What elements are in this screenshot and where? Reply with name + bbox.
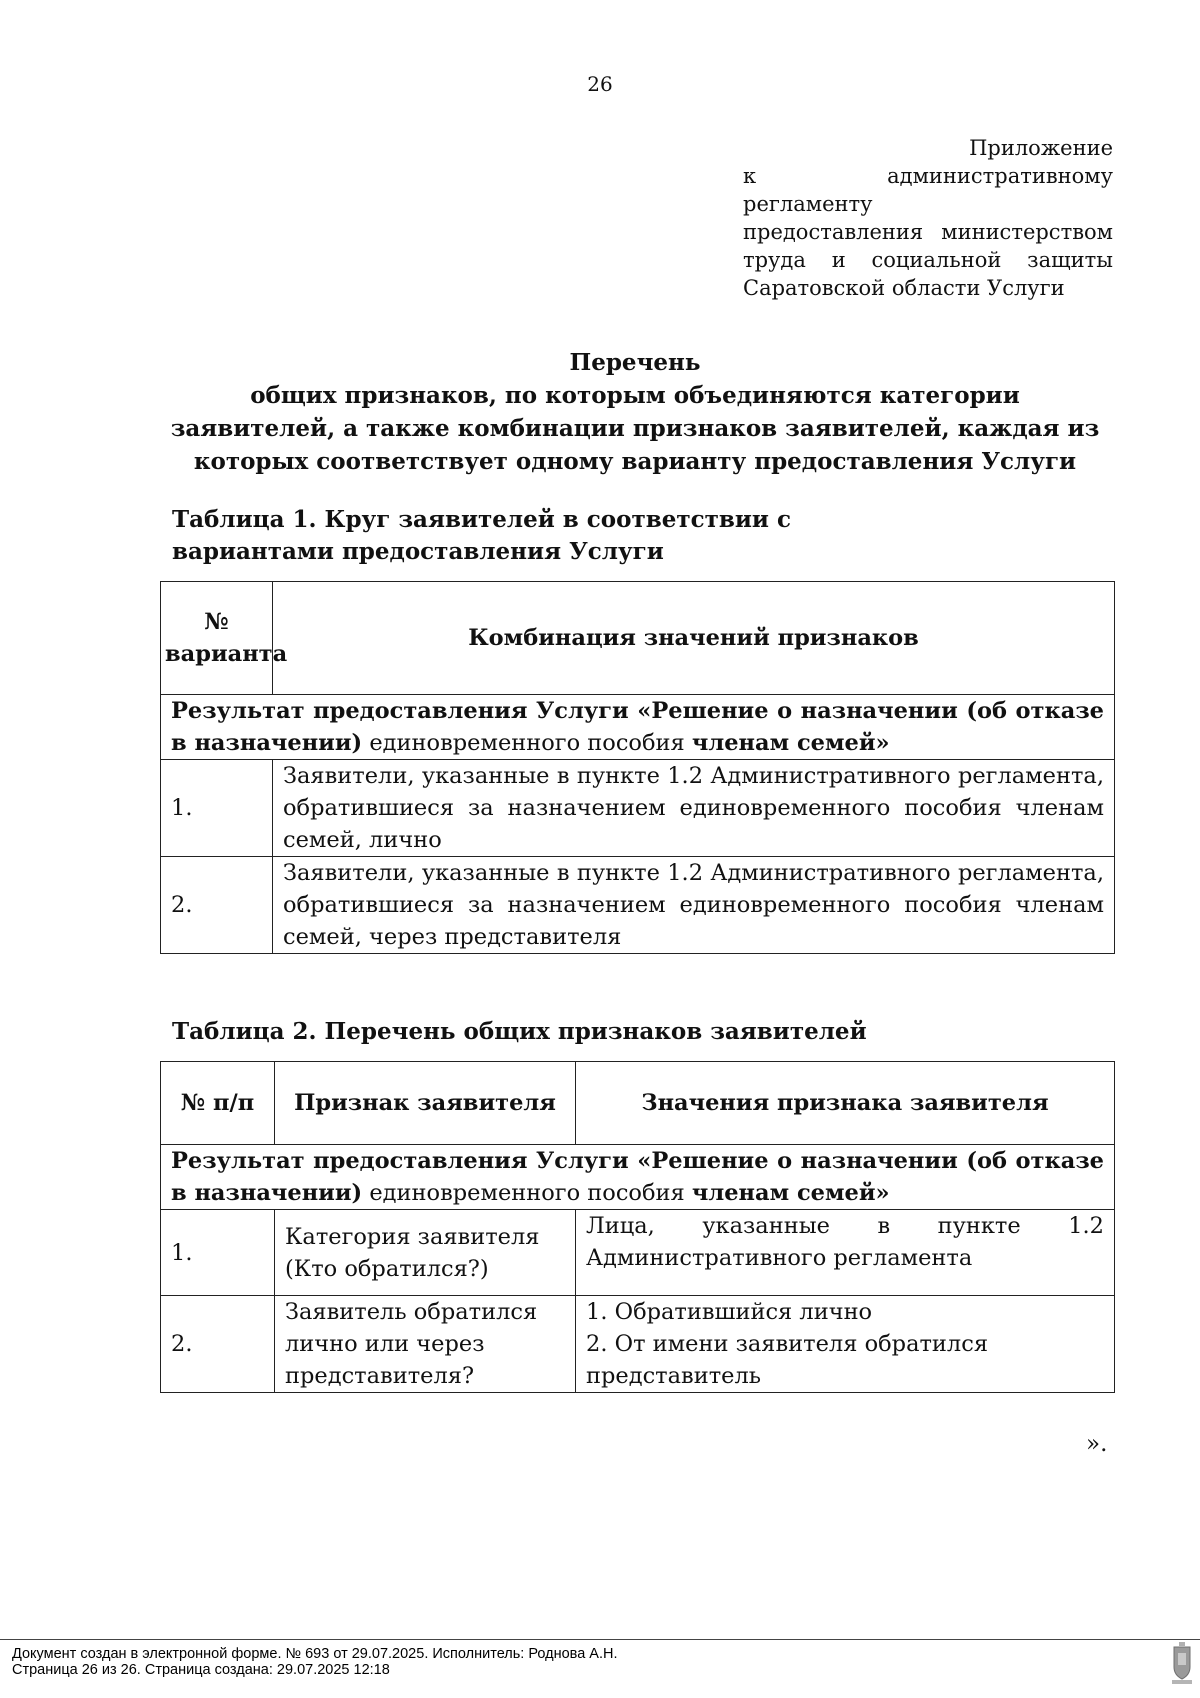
value-line: 2. От имени заявителя обратился <box>586 1331 989 1357</box>
table1-header-row <box>161 582 1115 695</box>
row-text: Заявители, указанные в пункте 1.2 Административного регламента, обратившиеся за назначением единовременного пособия членам семей, лично <box>273 760 1115 857</box>
row-number: 1. <box>161 1210 275 1296</box>
attribute-line: Заявитель обратился <box>285 1299 538 1325</box>
appendix-line: Саратовской области Услуги <box>743 276 1065 300</box>
appendix-line: Приложение <box>969 136 1113 160</box>
attribute-line: лично или через <box>285 1331 485 1357</box>
coat-of-arms-icon <box>1170 1641 1194 1685</box>
table1-title: Таблица 1. Круг заявителей в соответствии с вариантами предоставления Услуги <box>172 506 791 565</box>
table2-header-row <box>161 1062 1115 1145</box>
section-bold-text: Результат предоставления Услуги «Решение о назначении (об отказе в назначении) <box>171 698 1104 756</box>
table2-title: Таблица 2. Перечень общих признаков заявителей <box>172 1018 867 1045</box>
row-values <box>576 1296 1115 1393</box>
attribute-line: представителя? <box>285 1363 475 1389</box>
appendix-line: к административному регламенту <box>743 164 1113 216</box>
appendix-line: предоставления министерством <box>743 220 1113 244</box>
table-row <box>161 1296 1115 1393</box>
footer <box>12 1646 618 1678</box>
value-line: Административного регламента <box>586 1245 973 1271</box>
table1-header-number: № варианта <box>161 582 273 695</box>
table-1 <box>160 581 1115 954</box>
appendix-block <box>743 134 1113 302</box>
row-attribute <box>275 1296 576 1393</box>
table2-header-attribute: Признак заявителя <box>275 1062 576 1145</box>
row-attribute <box>275 1210 576 1296</box>
section-normal-text: единовременного пособия <box>362 1180 692 1206</box>
section-bold-text: членам семей» <box>691 1180 890 1206</box>
table2-header-values: Значения признака заявителя <box>576 1062 1115 1145</box>
attribute-line: Категория заявителя <box>285 1223 540 1250</box>
table1-section-row <box>161 695 1115 760</box>
heading-title: Перечень <box>569 349 701 376</box>
row-text: Заявители, указанные в пункте 1.2 Административного регламента, обратившиеся за назначением единовременного пособия членам семей, через представителя <box>273 857 1115 954</box>
closing-quote: ». <box>1086 1431 1108 1457</box>
footer-line: Страница 26 из 26. Страница создана: 29.07.2025 12:18 <box>12 1662 390 1678</box>
document-heading <box>170 346 1100 478</box>
section-normal-text: единовременного пособия <box>362 730 692 756</box>
table-row <box>161 1210 1115 1296</box>
table-2 <box>160 1061 1115 1393</box>
attribute-line: (Кто обратился?) <box>285 1255 489 1282</box>
table2-section <box>161 1145 1115 1210</box>
row-number: 1. <box>161 760 273 857</box>
value-line: 1. Обратившийся лично <box>586 1299 873 1325</box>
table-row <box>161 760 1115 857</box>
table-row <box>161 857 1115 954</box>
heading-subtitle: общих признаков, по которым объединяются категории заявителей, а также комбинации признаков заявителей, каждая из которых соответствует одному варианту предоставления Услуги <box>170 382 1100 475</box>
section-bold-text: Результат предоставления Услуги «Решение о назначении (об отказе в назначении) <box>171 1148 1104 1206</box>
value-line: Лица, указанные в пункте 1.2 <box>586 1213 1104 1239</box>
appendix-line: труда и социальной защиты <box>743 248 1113 272</box>
row-number: 2. <box>161 857 273 954</box>
table1-header-combination: Комбинация значений признаков <box>273 582 1115 695</box>
row-values <box>576 1210 1115 1296</box>
row-number: 2. <box>161 1296 275 1393</box>
value-line: представитель <box>586 1363 762 1389</box>
footer-line: Документ создан в электронной форме. № 693 от 29.07.2025. Исполнитель: Роднова А.Н. <box>12 1646 618 1662</box>
page-number: 26 <box>587 72 613 96</box>
table1-section <box>161 695 1115 760</box>
table2-section-row <box>161 1145 1115 1210</box>
section-bold-text: членам семей» <box>691 730 890 756</box>
table2-header-number: № п/п <box>161 1062 275 1145</box>
footer-divider <box>0 1639 1200 1640</box>
